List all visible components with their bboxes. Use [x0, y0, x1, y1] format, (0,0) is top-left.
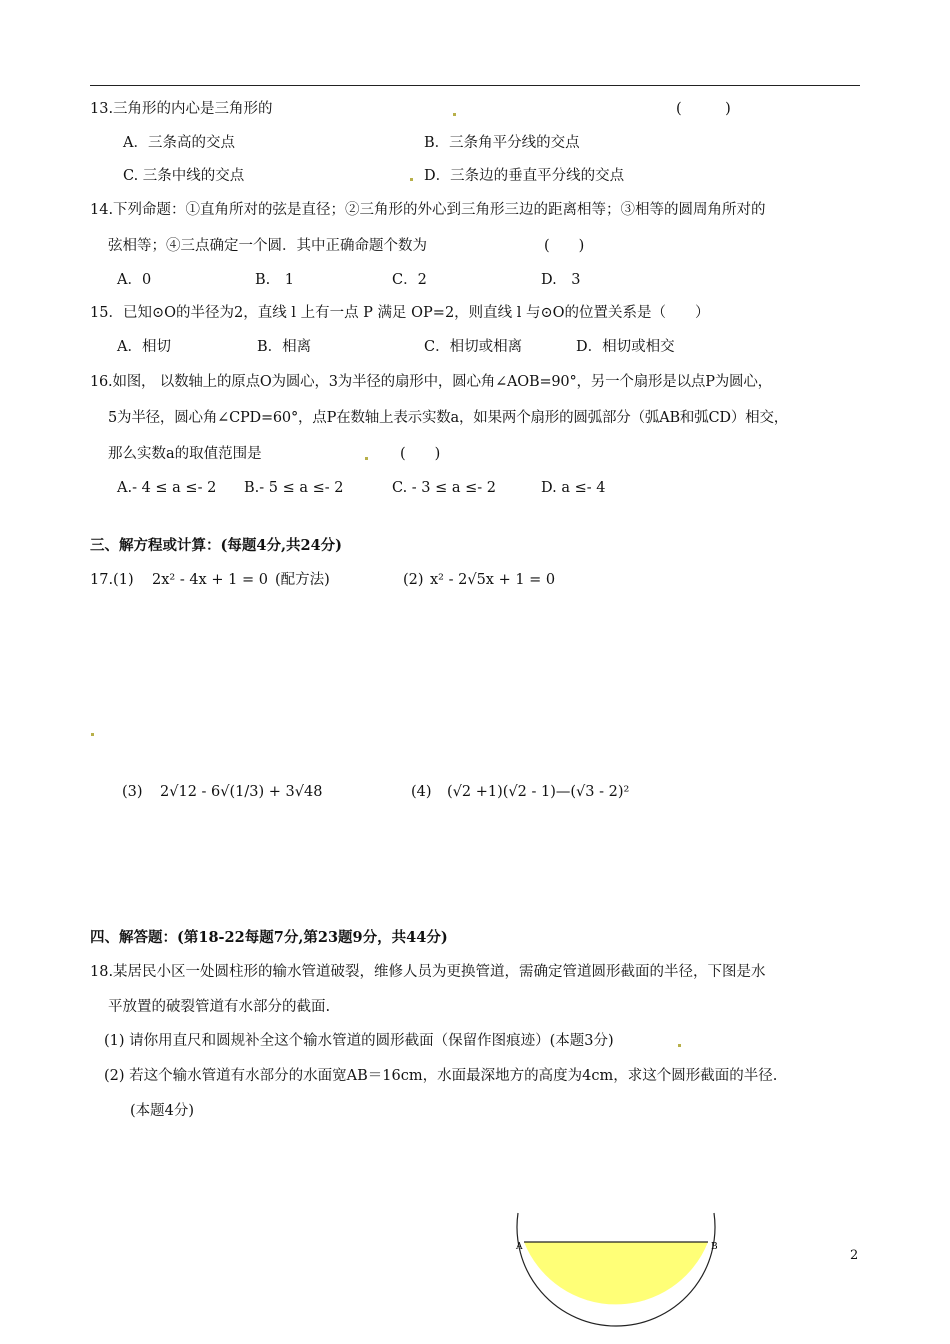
- section4-title: 四、解答题：(第18-22每题7分,第23题9分，共44分): [90, 929, 448, 946]
- q13-option-c: C. 三条中线的交点: [123, 168, 245, 184]
- q17-part2-label: (2): [403, 572, 424, 588]
- q17-part2-expression: x² - 2√5x + 1 = 0: [430, 572, 556, 588]
- q16-option-c: C. - 3 ≤ a ≤- 2: [392, 480, 497, 496]
- q18-sub1: (1) 请你用直尺和圆规补全这个输水管道的圆形截面（保留作图痕迹）(本题3分): [104, 1033, 614, 1049]
- q16-stem-line3: 那么实数a的取值范围是: [108, 446, 262, 462]
- decor-dot: [91, 733, 94, 736]
- q16-option-a: A.- 4 ≤ a ≤- 2: [117, 480, 217, 496]
- q15-option-d: D．相切或相交: [576, 339, 675, 355]
- q16-stem-line2: 5为半径，圆心角∠CPD=60°，点P在数轴上表示实数a，如果两个扇形的圆弧部分（弧AB和弧CD）相交，: [108, 410, 789, 426]
- q16-paren: ( ): [400, 446, 441, 462]
- q18-sub2-points: (本题4分): [130, 1103, 195, 1119]
- pipe-cross-section-figure: [500, 1205, 740, 1344]
- q18-sub2: (2) 若这个输水管道有水部分的水面宽AB＝16cm，水面最深地方的高度为4cm，求这个圆形截面的半径.: [104, 1068, 778, 1084]
- q13-paren: ( ): [676, 101, 731, 117]
- water-segment: [524, 1242, 708, 1304]
- q17-part1-label: 17.(1): [90, 572, 134, 588]
- decor-dot: [678, 1044, 681, 1047]
- q18-stem-line2: 平放置的破裂管道有水部分的截面.: [108, 999, 331, 1015]
- q14-stem-line1: 14.下列命题：①直角所对的弦是直径；②三角形的外心到三角形三边的距离相等；③相等的圆周角所对的: [90, 202, 766, 218]
- page-number: 2: [850, 1248, 859, 1263]
- q14-option-a: A．0: [117, 272, 152, 288]
- q13-option-a: A．三条高的交点: [123, 135, 235, 151]
- decor-dot: [453, 113, 456, 116]
- q14-option-b: B. 1: [255, 272, 294, 288]
- q17-part1-expression: 2x² - 4x + 1 = 0: [152, 572, 268, 588]
- q15-option-a: A．相切: [117, 339, 171, 355]
- q14-option-c: C．2: [392, 272, 427, 288]
- q17-part4-expression: (√2 +1)(√2 - 1)—(√3 - 2)²: [447, 784, 630, 800]
- label-a: A: [516, 1242, 523, 1252]
- q13-option-b: B．三条角平分线的交点: [424, 135, 580, 151]
- q14-paren: ( ): [544, 238, 585, 254]
- q17-part4-label: (4): [411, 784, 432, 800]
- q18-stem-line1: 18.某居民小区一处圆柱形的输水管道破裂，维修人员为更换管道，需确定管道圆形截面的半径，下图是水: [90, 964, 766, 980]
- q15-stem: 15．已知⊙O的半径为2，直线 l 上有一点 P 满足 OP=2，则直线 l 与⊙O的位置关系是（ ）: [90, 305, 710, 321]
- q17-part3-label: (3): [122, 784, 143, 800]
- q14-option-d: D. 3: [541, 272, 581, 288]
- q17-part3-expression: 2√12 - 6√(1/3) + 3√48: [160, 784, 323, 800]
- q16-option-d: D. a ≤- 4: [541, 480, 606, 496]
- q16-stem-line1: 16.如图， 以数轴上的原点O为圆心，3为半径的扇形中，圆心角∠AOB=90°，另一个扇形是以点P为圆心，: [90, 374, 772, 390]
- q13-option-d: D．三条边的垂直平分线的交点: [424, 168, 625, 184]
- q16-option-b: B.- 5 ≤ a ≤- 2: [244, 480, 344, 496]
- q14-stem-line2: 弦相等；④三点确定一个圆．其中正确命题个数为: [108, 238, 427, 254]
- decor-dot: [410, 178, 413, 181]
- label-b: B: [711, 1242, 718, 1252]
- section3-title: 三、解方程或计算：(每题4分,共24分): [90, 537, 343, 554]
- q17-part1-note: (配方法): [275, 572, 330, 588]
- q15-option-b: B．相离: [257, 339, 312, 355]
- q13-stem: 13.三角形的内心是三角形的: [90, 101, 273, 117]
- q15-option-c: C．相切或相离: [424, 339, 523, 355]
- decor-dot: [365, 457, 368, 460]
- header-rule: [90, 85, 860, 86]
